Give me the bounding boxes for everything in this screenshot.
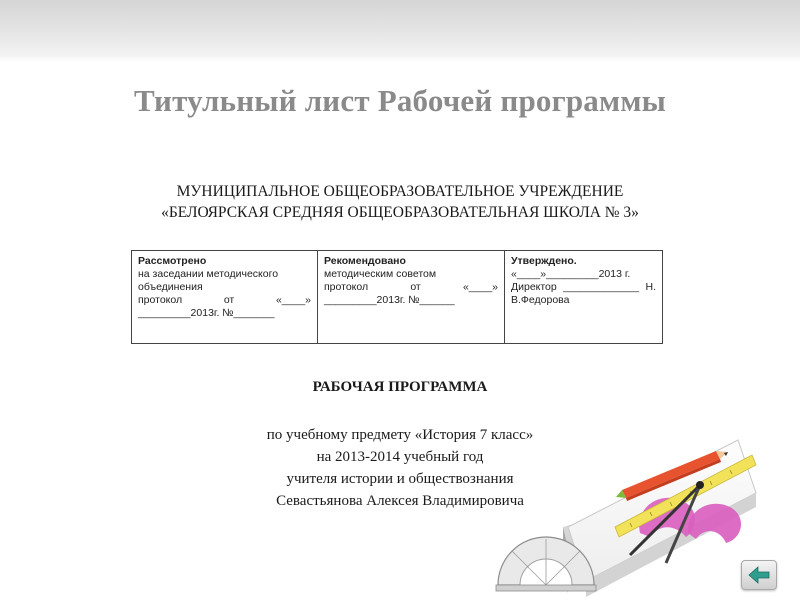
program-title: РАБОЧАЯ ПРОГРАММА [312, 379, 488, 395]
approval-heading: Утверждено. [511, 255, 577, 267]
organization-name [0, 181, 800, 223]
approval-line: на заседании методического [138, 268, 279, 280]
back-arrow-icon [747, 566, 771, 584]
slide-title: Титульный лист Рабочей программы [133, 83, 667, 118]
back-button[interactable] [741, 560, 777, 590]
approval-cell-reviewed [132, 251, 318, 344]
approval-cell-approved [505, 251, 663, 344]
approval-heading: Рекомендовано [324, 255, 406, 267]
approval-line: «____»_________2013 г. [511, 268, 631, 280]
organization-line-2: «БЕЛОЯРСКАЯ СРЕДНЯЯ ОБЩЕОБРАЗОВАТЕЛЬНАЯ ШКОЛА № 3» [161, 204, 639, 221]
header-band [0, 0, 800, 62]
approval-line: _________2013г. №_______ [138, 307, 275, 319]
approval-table [131, 250, 663, 344]
approval-line: Директор _____________ Н. [511, 281, 656, 293]
book-stationery-illustration [490, 415, 760, 600]
program-subject: по учебному предмету «История 7 класс» [266, 427, 534, 443]
organization-line-1: МУНИЦИПАЛЬНОЕ ОБЩЕОБРАЗОВАТЕЛЬНОЕ УЧРЕЖДЕНИЕ [176, 183, 624, 200]
program-year: на 2013-2014 учебный год [316, 449, 484, 465]
approval-line: протокол от «____» [324, 281, 498, 293]
approval-heading: Рассмотрено [138, 255, 207, 267]
approval-line: _________2013г. №______ [324, 294, 455, 306]
approval-line: протокол от «____» [138, 294, 311, 306]
approval-cell-recommended [318, 251, 505, 344]
approval-line: методическим советом [324, 268, 437, 280]
approval-row [132, 251, 663, 344]
teacher-role: учителя истории и обществознания [286, 471, 514, 487]
approval-line: В.Федорова [511, 294, 570, 306]
approval-line: объединения [138, 281, 203, 293]
teacher-name: Севастьянова Алексея Владимировича [276, 493, 524, 509]
